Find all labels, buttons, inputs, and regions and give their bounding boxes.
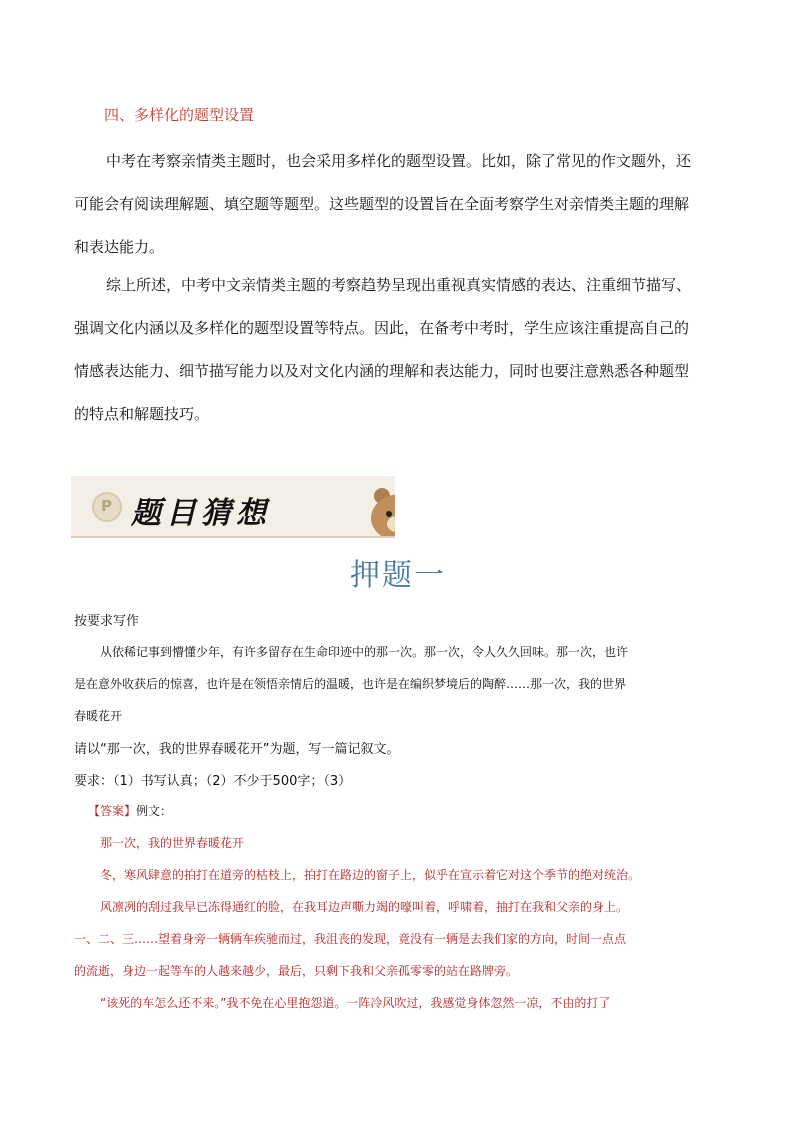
answer-line: 那一次，我的世界春暖花开 xyxy=(100,836,245,850)
paragraph-line: 情感表达能力、细节描写能力以及对文化内涵的理解和表达能力，同时也要注意熟悉各种题型 xyxy=(74,362,690,380)
paragraph-line: 和表达能力。 xyxy=(74,238,165,256)
paragraph-summary xyxy=(74,264,724,436)
answer-label-suffix: 例文： xyxy=(136,804,173,818)
prompt-line: 是在意外收获后的惊喜，也许是在领悟亲情后的温暖，也许是在编织梦境后的陶醉……那一次，我的世界 xyxy=(74,677,627,691)
coin-icon xyxy=(92,492,122,522)
banner-title: 题目猜想 xyxy=(131,496,271,531)
paragraph-line: 可能会有阅读理解题、填空题等题型。这些题型的设置旨在全面考察学生对亲情类主题的理解 xyxy=(74,195,690,213)
topic-guess-banner xyxy=(71,476,395,538)
answer-label: 【答案】 xyxy=(88,804,137,818)
question-task: 请以“那一次，我的世界春暖花开”为题，写一篇记叙文。 xyxy=(74,742,400,757)
prediction-title: 押题一 xyxy=(350,558,446,593)
prompt-line: 春暖花开 xyxy=(74,709,123,723)
prompt-line: 从依稀记事到懵懂少年，有许多留存在生命印迹中的那一次。那一次，令人久久回味。那一次，也许 xyxy=(100,645,629,659)
coin-letter: P xyxy=(101,497,112,515)
bear-icon xyxy=(367,486,395,536)
answer-line: 冬，寒风肆意的拍打在道旁的枯枝上，拍打在路边的窗子上，似乎在宣示着它对这个季节的绝对统治。 xyxy=(100,868,641,882)
question-instruction: 按要求写作 xyxy=(74,614,140,629)
answer-line: 风凛冽的刮过我早已冻得通红的脸，在我耳边声嘶力竭的嚎叫着，呼啸着，抽打在我和父亲的身上。 xyxy=(100,900,629,914)
paragraph-line: 综上所述，中考中文亲情类主题的考察趋势呈现出重视真实情感的表达、注重细节描写、 xyxy=(106,276,692,294)
answer-label-row xyxy=(88,802,172,819)
paragraph-line: 中考在考察亲情类主题时，也会采用多样化的题型设置。比如，除了常见的作文题外，还 xyxy=(106,152,692,170)
answer-line: 的流逝，身边一起等车的人越来越少，最后，只剩下我和父亲孤零零的站在路牌旁。 xyxy=(74,964,519,978)
paragraph-line: 的特点和解题技巧。 xyxy=(74,405,210,423)
question-requirements: 要求：（1）书写认真；（2）不少于500字；（3） xyxy=(74,774,352,789)
answer-line: 一、二、三……望着身旁一辆辆车疾驰而过，我沮丧的发现，竟没有一辆是去我们家的方向，时间一点点 xyxy=(74,932,627,946)
paragraph-line: 强调文化内涵以及多样化的题型设置等特点。因此，在备考中考时，学生应该注重提高自己的 xyxy=(74,319,690,337)
paragraph-question-types xyxy=(74,140,724,269)
section-heading: 四、多样化的题型设置 xyxy=(104,106,255,124)
answer-line: “该死的车怎么还不来。”我不免在心里抱怨道。一阵冷风吹过，我感觉身体忽然一凉，不由的打了 xyxy=(100,996,611,1010)
